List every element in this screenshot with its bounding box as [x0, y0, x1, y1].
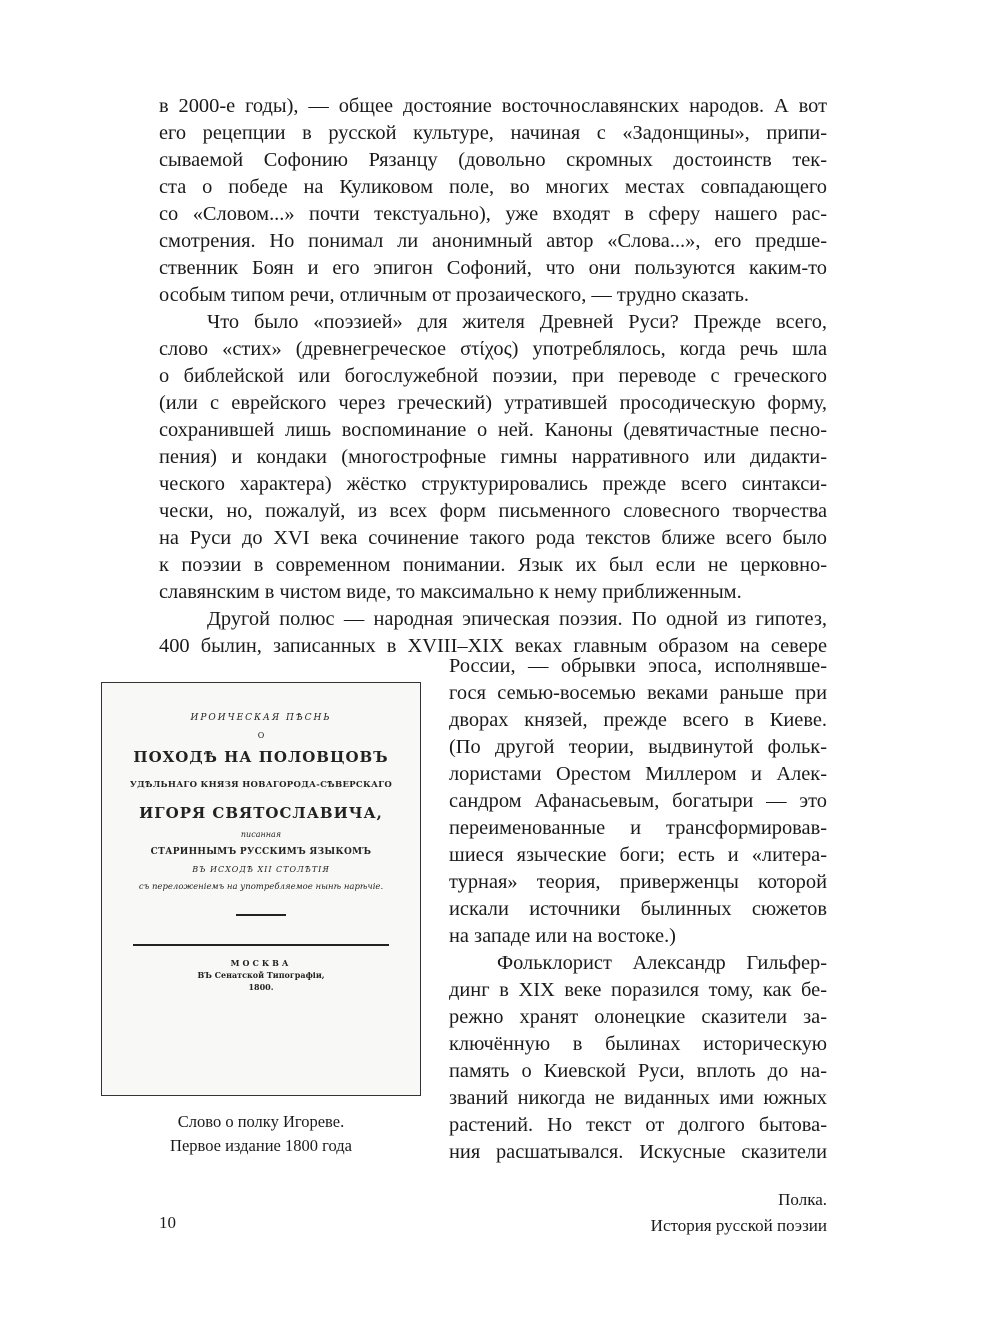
facsimile-century: ВЪ ИСХОДѢ XII СТОЛѢТІЯ — [192, 865, 330, 874]
facsimile-printing-house: ВЪ Сенатской Типографіи, — [197, 969, 325, 980]
facsimile-prince: УДѢЛЬНАГО КНЯЗЯ НОВАГОРОДА-СѢВЕРСКАГО — [129, 780, 393, 790]
illustration-caption — [101, 1110, 421, 1158]
text-line: дворах князей, прежде всего в Киеве. — [449, 709, 827, 731]
text-line: переименованные и трансформировав- — [449, 817, 827, 839]
text-line: смотрения. Но понимал ли анонимный автор «Слова...», его предше- — [159, 230, 827, 252]
page-number: 10 — [159, 1213, 176, 1232]
text-line: на Руси до XVI века сочинение такого рода текстов ближе всего было — [159, 527, 827, 549]
facsimile-year: 1800. — [248, 981, 274, 992]
title-page-illustration — [101, 682, 421, 1096]
text-line: искали источники былинных сюжетов — [449, 898, 827, 920]
text-line: (По другой теории, выдвинутой фольк- — [449, 736, 827, 758]
text-line: ния расшатывался. Искусные сказители — [449, 1141, 827, 1163]
text-line: пения) и кондаки (многострофные гимны нарративного или дидакти- — [159, 446, 827, 468]
caption-line-2: Первое издание 1800 года — [170, 1136, 352, 1155]
text-line: слово «стих» (древнегреческое στίχος) употреблялось, когда речь шла — [159, 338, 827, 360]
text-line: (или с еврейского через греческий) утратившей просодическую форму, — [159, 392, 827, 414]
facsimile-translation-note: съ переложеніемъ на употребляемое нынѣ нарѣчіе. — [138, 882, 384, 892]
text-line: о библейской или богослужебной поэзии, при переводе с греческого — [159, 365, 827, 387]
text-line: ственник Боян и его эпигон Софоний, что они пользуются каким-то — [159, 257, 827, 279]
facsimile-title-page — [120, 703, 402, 992]
text-line: Что было «поэзией» для жителя Древней Руси? Прежде всего, — [207, 311, 827, 333]
facsimile-preposition: О — [257, 731, 265, 740]
facsimile-heading: ИРОИЧЕСКАЯ ПѢСНЬ — [190, 713, 332, 723]
footer-book-line-2: История русской поэзии — [650, 1216, 827, 1235]
text-line: сываемой Софонию Рязанцу (довольно скромных достоинств тек- — [159, 149, 827, 171]
text-line: на западе или на востоке.) — [449, 925, 676, 947]
text-line: растений. Но текст от долгого бытова- — [449, 1114, 827, 1136]
main-text-right-column — [449, 653, 827, 1166]
text-line: ческого характера) жёстко структурировались прежде всего синтакси- — [159, 473, 827, 495]
main-text-top — [159, 93, 827, 660]
text-line: память о Киевской Руси, вплоть до на- — [449, 1060, 827, 1082]
text-line: ключённую в былинах историческую — [449, 1033, 827, 1055]
facsimile-short-rule — [236, 914, 286, 916]
text-line: динг в XIX веке поразился тому, как бе- — [449, 979, 827, 1001]
text-line: режно хранят олонецкие сказители за- — [449, 1006, 827, 1028]
text-line: особым типом речи, отличным от прозаического, — трудно сказать. — [159, 284, 750, 306]
text-line: ста о победе на Куликовом поле, во многих местах совпадающего — [159, 176, 827, 198]
text-line: со «Словом...» почти текстуально), уже входят в сферу нашего рас- — [159, 203, 827, 225]
facsimile-igor: ИГОРЯ СВЯТОСЛАВИЧА, — [139, 804, 383, 822]
running-footer — [651, 1187, 827, 1239]
text-line: в 2000-е годы), — общее достояние восточнославянских народов. А вот — [159, 95, 827, 117]
text-line: России, — обрывки эпоса, исполнявше- — [449, 655, 827, 677]
footer-book-line-1: Полка. — [778, 1190, 827, 1209]
text-line: Другой полюс — народная эпическая поэзия. По одной из гипотез, — [207, 608, 827, 630]
facsimile-written-by: писанная — [240, 830, 282, 839]
text-line: турная» теория, приверженцы которой — [449, 871, 827, 893]
text-line: чески, но, пожалуй, из всех форм письменного словесного творчества — [159, 500, 827, 522]
text-line: 400 былин, записанных в XVIII–XIX веках главным образом на севере — [159, 635, 827, 657]
text-line: к поэзии в современном понимании. Язык их был если не церковно- — [159, 554, 827, 576]
text-line: званий никогда не виданных ими южных — [449, 1087, 827, 1109]
facsimile-city: МОСКВА — [230, 957, 292, 968]
text-line: лористами Орестом Миллером и Алек- — [449, 763, 827, 785]
facsimile-old-language: СТАРИННЫМЪ РУССКИМЪ ЯЗЫКОМЪ — [150, 847, 372, 857]
facsimile-long-rule — [133, 944, 389, 946]
text-line: Фольклорист Александр Гильфер- — [497, 952, 827, 974]
text-line: гося семью-восемью веками раньше при — [449, 682, 827, 704]
facsimile-campaign: ПОХОДѢ НА ПОЛОВЦОВЪ — [133, 748, 389, 766]
text-line: его рецепции в русской культуре, начиная с «Задонщины», припи- — [159, 122, 827, 144]
text-line: шиеся языческие боги; есть и «литера- — [449, 844, 827, 866]
text-line: сандром Афанасьевым, богатыри — это — [449, 790, 827, 812]
caption-line-1: Слово о полку Игореве. — [177, 1112, 345, 1131]
text-line: сохранившей лишь воспоминание о ней. Каноны (девятичастные песно- — [159, 419, 827, 441]
text-line: славянским в чистом виде, то максимально к нему приближенным. — [159, 581, 742, 603]
